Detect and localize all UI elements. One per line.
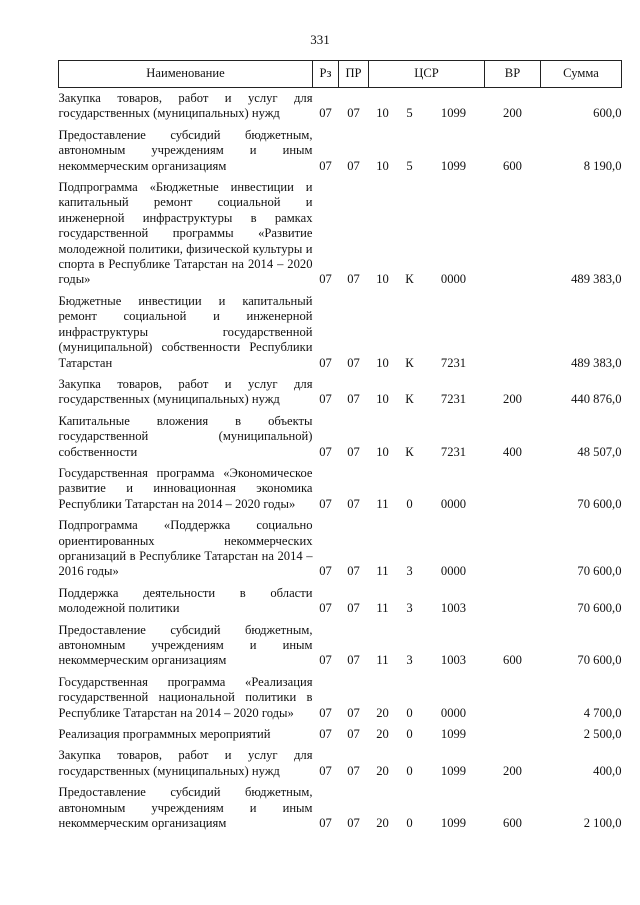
table-row (59, 721, 622, 742)
row-csr-subprogram: 3 (406, 601, 413, 616)
row-csr-program: 10 (376, 392, 389, 407)
row-rz: 07 (319, 355, 332, 370)
row-sum: 48 507,0 (577, 444, 622, 459)
row-vr: 600 (503, 816, 522, 831)
row-rz: 07 (319, 158, 332, 173)
row-name: Подпрограмма «Поддержка социально ориентированных некоммерческих организаций в Республике Татарстан на 2014 – 2016 годы» (58, 518, 313, 579)
table-row (59, 617, 622, 669)
row-vr: 200 (503, 106, 522, 121)
row-pr: 07 (347, 272, 360, 287)
row-vr: 600 (503, 158, 522, 173)
table-header-row (59, 61, 622, 88)
row-sum: 600,0 (593, 106, 622, 121)
row-name: Капитальные вложения в объекты государственной (муниципальной) собственности (58, 413, 313, 459)
table-row (59, 288, 622, 371)
row-sum: 70 600,0 (577, 496, 622, 511)
row-csr-code: 1003 (440, 653, 467, 668)
row-pr: 07 (347, 705, 360, 720)
row-csr-program: 20 (376, 727, 389, 742)
row-pr: 07 (347, 444, 360, 459)
row-vr (485, 721, 541, 742)
table-row (59, 174, 622, 288)
row-csr-subprogram: К (405, 355, 414, 370)
row-sum: 400,0 (593, 763, 622, 778)
page-number: 331 (310, 32, 330, 47)
row-rz: 07 (319, 816, 332, 831)
row-sum: 70 600,0 (577, 653, 622, 668)
row-csr-program: 10 (376, 106, 389, 121)
row-csr-subprogram: 0 (406, 763, 413, 778)
table-row (59, 580, 622, 617)
row-sum: 70 600,0 (577, 564, 622, 579)
row-csr-program: 10 (376, 158, 389, 173)
table-row (59, 512, 622, 580)
row-name: Предоставление субсидий бюджетным, автономным учреждениям и иным некоммерческим организациям (58, 127, 313, 173)
row-vr: 400 (503, 444, 522, 459)
table-row (59, 122, 622, 174)
header-csr: ЦСР (369, 61, 485, 88)
table-row (59, 408, 622, 460)
row-pr: 07 (347, 496, 360, 511)
row-csr-code: 1099 (440, 106, 467, 121)
row-rz: 07 (319, 272, 332, 287)
row-pr: 07 (347, 816, 360, 831)
row-csr-subprogram: 0 (406, 705, 413, 720)
row-name: Реализация программных мероприятий (58, 727, 271, 742)
row-name: Поддержка деятельности в области молодежной политики (58, 585, 313, 616)
row-csr-subprogram: 3 (406, 653, 413, 668)
table-row (59, 371, 622, 408)
row-rz: 07 (319, 564, 332, 579)
row-vr (485, 288, 541, 371)
row-csr-code: 0000 (440, 564, 467, 579)
row-csr-program: 10 (376, 355, 389, 370)
row-vr (485, 174, 541, 288)
row-pr: 07 (347, 158, 360, 173)
row-sum: 2 100,0 (583, 816, 622, 831)
row-rz: 07 (319, 705, 332, 720)
row-sum: 4 700,0 (583, 705, 622, 720)
row-pr: 07 (347, 763, 360, 778)
table-row (59, 742, 622, 779)
row-rz: 07 (319, 392, 332, 407)
row-name: Государственная программа «Экономическое развитие и инновационная экономика Республики Татарстан на 2014 – 2020 годы» (58, 465, 313, 511)
header-sum: Сумма (541, 61, 622, 88)
row-pr: 07 (347, 727, 360, 742)
row-csr-code: 7231 (440, 444, 467, 459)
row-name: Подпрограмма «Бюджетные инвестиции и капитальный ремонт социальной и инженерной инфраструктуры в рамках государственной программы «Развитие молодежной политики, физической культуры и спорта в Республике Татарстан на 2014 – 2020 годы» (58, 180, 313, 287)
row-csr-code: 1099 (440, 763, 467, 778)
row-rz: 07 (319, 763, 332, 778)
row-vr: 600 (503, 653, 522, 668)
row-rz: 07 (319, 106, 332, 121)
table-row (59, 669, 622, 721)
row-csr-program: 11 (376, 653, 389, 668)
row-csr-code: 1099 (440, 727, 467, 742)
row-csr-program: 20 (376, 705, 389, 720)
row-name: Предоставление субсидий бюджетным, автономным учреждениям и иным некоммерческим организациям (58, 785, 313, 831)
row-csr-code: 7231 (440, 392, 467, 407)
row-csr-subprogram: 0 (406, 727, 413, 742)
row-csr-code: 1099 (440, 816, 467, 831)
row-csr-code: 7231 (440, 355, 467, 370)
row-sum: 70 600,0 (577, 601, 622, 616)
row-csr-program: 20 (376, 816, 389, 831)
row-pr: 07 (347, 106, 360, 121)
row-csr-code: 0000 (440, 272, 467, 287)
row-csr-code: 0000 (440, 496, 467, 511)
header-pr: ПР (339, 61, 369, 88)
row-sum: 489 383,0 (571, 272, 622, 287)
row-name: Предоставление субсидий бюджетным, автономным учреждениям и иным некоммерческим организациям (58, 622, 313, 668)
row-csr-program: 10 (376, 272, 389, 287)
row-csr-subprogram: К (405, 444, 414, 459)
table-row (59, 460, 622, 512)
row-pr: 07 (347, 355, 360, 370)
budget-table (58, 60, 622, 831)
row-csr-subprogram: К (405, 392, 414, 407)
row-vr: 200 (503, 392, 522, 407)
row-rz: 07 (319, 496, 332, 511)
row-vr (485, 669, 541, 721)
row-csr-subprogram: 0 (406, 816, 413, 831)
row-sum: 489 383,0 (571, 355, 622, 370)
table-body (59, 88, 622, 832)
row-name: Бюджетные инвестиции и капитальный ремонт социальной и инженерной инфраструктуры государственной (муниципальной) собственности Республики Татарстан (58, 293, 313, 370)
row-csr-subprogram: 5 (406, 106, 413, 121)
row-csr-program: 10 (376, 444, 389, 459)
row-name: Закупка товаров, работ и услуг для государственных (муниципальных) нужд (58, 91, 313, 121)
row-sum: 440 876,0 (571, 392, 622, 407)
row-csr-program: 11 (376, 496, 389, 511)
row-pr: 07 (347, 653, 360, 668)
row-name: Закупка товаров, работ и услуг для государственных (муниципальных) нужд (58, 376, 313, 407)
row-rz: 07 (319, 653, 332, 668)
row-pr: 07 (347, 392, 360, 407)
header-vr: ВР (485, 61, 541, 88)
row-name: Закупка товаров, работ и услуг для государственных (муниципальных) нужд (58, 748, 313, 778)
row-vr (485, 512, 541, 580)
row-vr (485, 580, 541, 617)
row-pr: 07 (347, 564, 360, 579)
table-row (59, 88, 622, 122)
row-csr-program: 11 (376, 564, 389, 579)
row-csr-code: 0000 (440, 705, 467, 720)
row-csr-subprogram: 3 (406, 564, 413, 579)
header-rz: Рз (313, 61, 339, 88)
row-rz: 07 (319, 444, 332, 459)
row-csr-subprogram: 0 (406, 496, 413, 511)
row-pr: 07 (347, 601, 360, 616)
row-csr-code: 1099 (440, 158, 467, 173)
row-rz: 07 (319, 601, 332, 616)
row-vr (485, 460, 541, 512)
row-csr-subprogram: 5 (406, 158, 413, 173)
header-name: Наименование (59, 61, 313, 88)
row-csr-subprogram: К (405, 272, 414, 287)
row-sum: 8 190,0 (583, 158, 622, 173)
row-csr-program: 11 (376, 601, 389, 616)
row-csr-program: 20 (376, 763, 389, 778)
row-rz: 07 (319, 727, 332, 742)
row-vr: 200 (503, 763, 522, 778)
row-name: Государственная программа «Реализация государственной национальной политики в Республике Татарстан на 2014 – 2020 годы» (58, 674, 313, 720)
row-csr-code: 1003 (440, 601, 467, 616)
row-sum: 2 500,0 (583, 727, 622, 742)
table-row (59, 779, 622, 831)
